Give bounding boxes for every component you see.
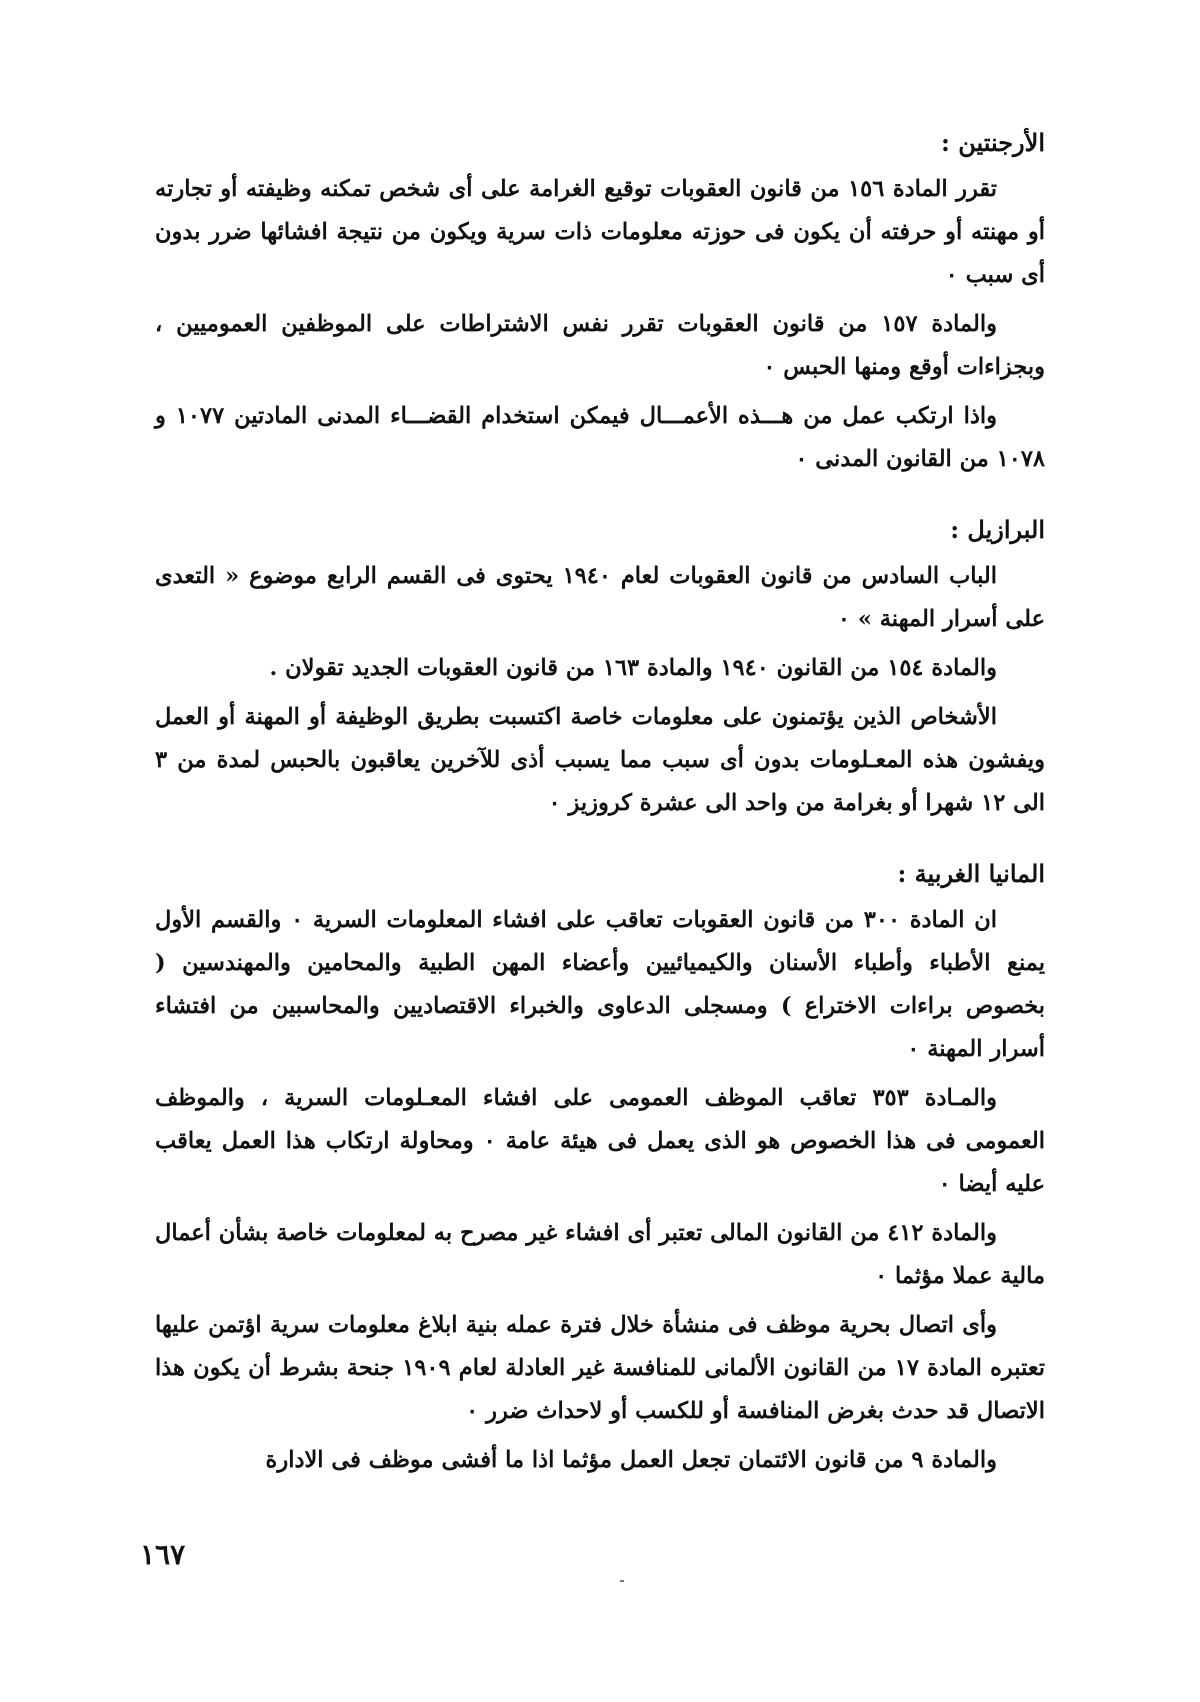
paragraph: واذا ارتكب عمل من هـــذه الأعمـــال فيمكن استخدام القضـــاء المدنى المادتين ١٠٧٧ و ١٠٧٨ من القانون المدنى ٠ [155,403,1045,472]
page-number: ١٦٧ [140,1538,186,1571]
paragraph: تقرر المادة ١٥٦ من قانون العقوبات توقيع الغرامة على أى شخص تمكنه وظيفته أو تجارته أو مهنته أو حرفته أن يكون فى حوزته معلومات ذات سرية ويكون من نتيجة افشائها ضرر بدون أى سبب ٠ [155,176,1045,288]
section-heading-brazil: البرازيل : [950,515,1045,544]
section-west-germany [155,849,1045,1482]
paragraph: وأى اتصال بحرية موظف فى منشأة خلال فترة عمله بنية ابلاغ معلومات سرية اؤتمن عليها تعتبره المادة ١٧ من القانون الألمانى للمنافسة غير العادلة لعام ١٩٠٩ جنحة بشرط أن يكون هذا الاتصال قد حدث بغرض المنافسة أو للكسب أو لاحداث ضرر ٠ [155,1312,1045,1424]
section-spacer [155,487,1045,505]
paragraph: والمـادة ٣٥٣ تعاقب الموظف العمومى على افشاء المعـلومات السرية ، والموظف العمومى فى هذا الخصوص هو الذى يعمل فى هيئة عامة ٠ ومحاولة ارتكاب هذا العمل يعاقب عليه أيضا ٠ [155,1085,1045,1197]
paragraph: والمادة ٤١٢ من القانون المالى تعتبر أى افشاء غير مصرح به لمعلومات خاصة بشأن أعمال مالية عملا مؤثما ٠ [155,1220,1045,1289]
section-heading-argentina: الأرجنتين : [941,128,1045,157]
section-heading-west-germany: المانيا الغربية : [897,859,1045,888]
section-brazil [155,505,1045,825]
paragraph: ان المادة ٣٠٠ من قانون العقوبات تعاقب على افشاء المعلومات السرية ٠ والقسم الأول يمنع الأطباء وأطباء الأسنان والكيميائيين وأعضاء المهن الطبية والمحامين والمهندسين ( بخصوص براءات الاختراع ) ومسجلى الدعاوى والخبراء الاقتصاديين والمحاسبين من افتشاء أسرار المهنة ٠ [155,907,1045,1062]
paragraph: الأشخاص الذين يؤتمنون على معلومات خاصة اكتسبت بطريق الوظيفة أو المهنة أو العمل ويفشون هذه المعـلومات بدون أى سبب مما يسبب أذى للآخرين يعاقبون بالحبس لمدة من ٣ الى ١٢ شهرا أو بغرامة من واحد الى عشرة كروزيز ٠ [155,704,1045,816]
paragraph: والمادة ١٥٧ من قانون العقوبات تقرر نفس الاشتراطات على الموظفين العموميين ، وبجزاءات أوقع ومنها الحبس ٠ [155,311,1045,380]
scan-artifact [620,1580,624,1582]
paragraph: الباب السادس من قانون العقوبات لعام ١٩٤٠ يحتوى فى القسم الرابع موضوع « التعدى على أسرار المهنة » ٠ [155,563,1045,632]
section-argentina [155,118,1045,481]
paragraph: والمادة ٩ من قانون الائتمان تجعل العمل مؤثما اذا ما أفشى موظف فى الادارة [265,1447,997,1473]
section-spacer [155,831,1045,849]
page-body [155,118,1045,1488]
paragraph: والمادة ١٥٤ من القانون ١٩٤٠ والمادة ١٦٣ من قانون العقوبات الجديد تقولان . [269,655,997,681]
